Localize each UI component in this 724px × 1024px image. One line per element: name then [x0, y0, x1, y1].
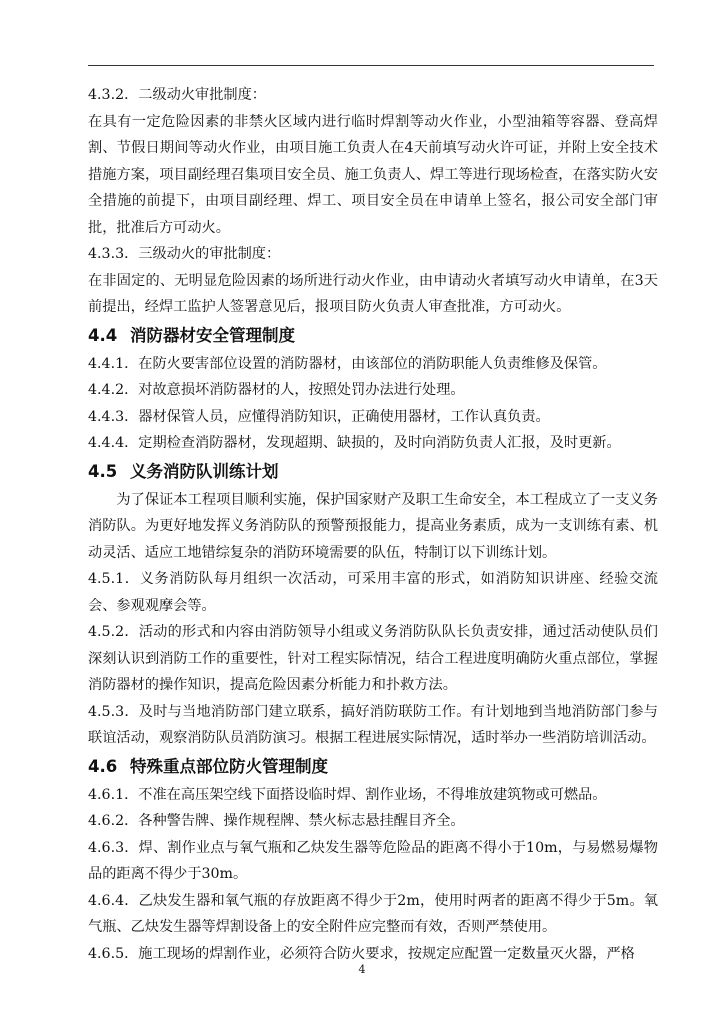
section-heading — [88, 457, 658, 487]
paragraph: 4.6.2．各种警告牌、操作规程牌、禁火标志悬挂醒目齐全。 — [88, 813, 465, 829]
section-heading — [88, 321, 658, 351]
paragraph: 4.3.3．三级动火的审批制度： — [88, 246, 281, 262]
paragraph: 4.6.5．施工现场的焊割作业，必须符合防火要求，按规定应配置一定数量灭火器，严格 — [88, 945, 635, 962]
paragraph: 4.4.3．器材保管人员，应懂得消防知识，正确使用器材，工作认真负责。 — [88, 408, 550, 425]
section-title: 特殊重点部位防火管理制度 — [130, 756, 328, 776]
paragraph: 4.4.1．在防火要害部位设置的消防器材，由该部位的消防职能人负责维修及保管。 — [88, 355, 607, 372]
paragraph: 4.6.1．不准在高压架空线下面搭设临时焊、割作业场，不得堆放建筑物或可燃品。 — [88, 786, 607, 803]
paragraph: 4.6.3．焊、割作业点与氧气瓶和乙炔发生器等危险品的距离不得小于10m，与易燃易爆物品的距离不得少于30m。 — [88, 839, 658, 882]
section-title: 义务消防队训练计划 — [130, 461, 279, 481]
section-number: 4.4 — [88, 325, 118, 345]
paragraph: 4.5.3．及时与当地消防部门建立联系，搞好消防联防工作。有计划地到当地消防部门参与联谊活动，观察消防队员消防演习。根据工程进展实际情况，适时举办一些消防培训活动。 — [88, 703, 658, 746]
paragraph: 4.5.2．活动的形式和内容由消防领导小组或义务消防队队长负责安排，通过活动使队员们深刻认识到消防工作的重要性，针对工程实际情况，结合工程进度明确防火重点部位，掌握消防器材的操作知识，提高危险因素分析能力和扑救方法。 — [88, 624, 658, 693]
page-number: 4 — [358, 963, 366, 976]
section-heading — [88, 752, 658, 782]
intro-paragraph: 为了保证本工程项目顺利实施，保护国家财产及职工生命安全，本工程成立了一支义务消防队。为更好地发挥义务消防队的预警预报能力，提高业务素质，成为一支训练有素、机动灵活、适应工地错综复杂的消防环境需要的队伍，特制订以下训练计划。 — [88, 491, 658, 561]
paragraph: 4.4.2．对故意损坏消防器材的人，按照处罚办法进行处理。 — [88, 382, 465, 398]
paragraph: 4.6.4．乙炔发生器和氧气瓶的存放距离不得少于2m，使用时两者的距离不得少于5m。氧气瓶、乙炔发生器等焊割设备上的安全附件应完整而有效，否则严禁使用。 — [88, 892, 658, 935]
header-rule — [88, 65, 654, 66]
paragraph: 4.4.4．定期检查消防器材，发现超期、缺损的，及时向消防负责人汇报，及时更新。 — [88, 435, 621, 451]
section-number: 4.6 — [88, 756, 118, 776]
paragraph: 在非固定的、无明显危险因素的场所进行动火作业，由申请动火者填写动火申请单，在3天前提出，经焊工监护人签署意见后，报项目防火负责人审查批准，方可动火。 — [88, 272, 658, 315]
paragraph: 4.3.2．二级动火审批制度： — [88, 87, 266, 103]
section-number: 4.5 — [88, 461, 118, 481]
paragraph: 4.5.1．义务消防队每月组织一次活动，可采用丰富的形式，如消防知识讲座、经验交流会、参观观摩会等。 — [88, 571, 658, 614]
paragraph: 在具有一定危险因素的非禁火区域内进行临时焊割等动火作业，小型油箱等容器、登高焊割、节假日期间等动火作业，由项目施工负责人在4天前填写动火许可证，并附上安全技术措施方案，项目副经理召集项目安全员、施工负责人、焊工等进行现场检查，在落实防火安全措施的前提下，由项目副经理、焊工、项目安全员在申请单上签名，报公司安全部门审批，批准后方可动火。 — [88, 113, 658, 236]
section-title: 消防器材安全管理制度 — [130, 325, 295, 345]
document-body — [88, 82, 658, 967]
